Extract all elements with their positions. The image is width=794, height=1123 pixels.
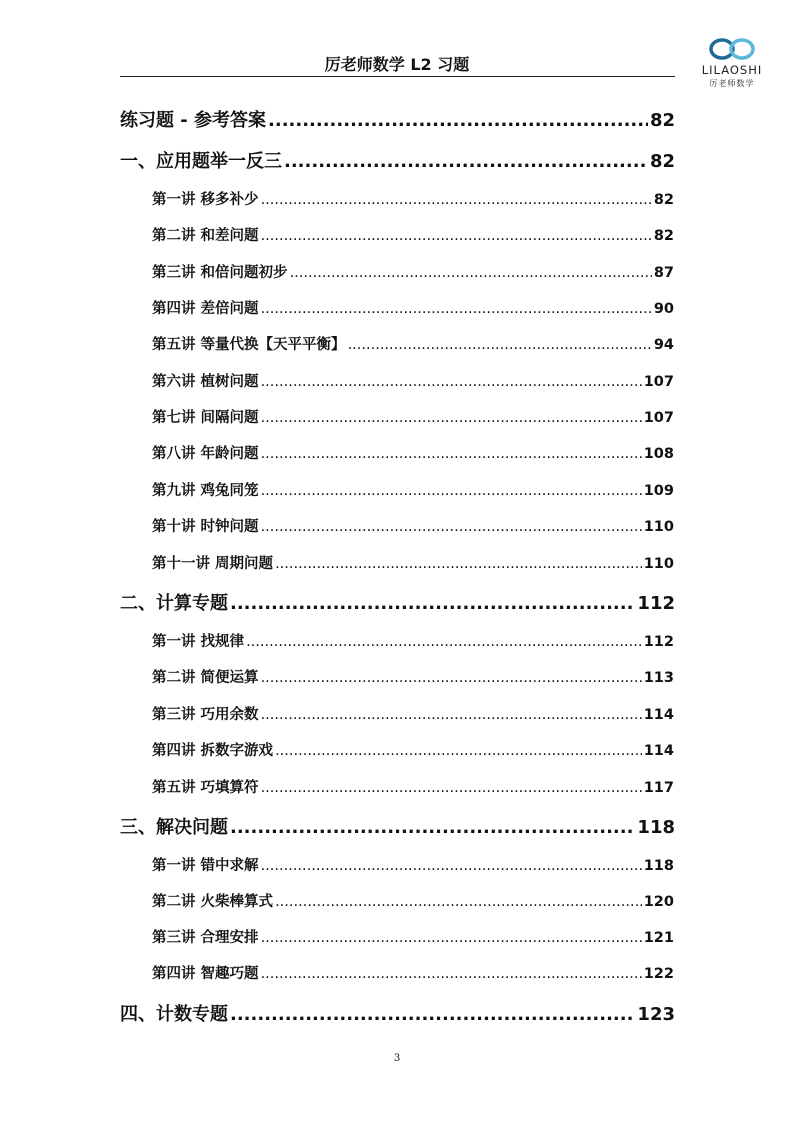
toc-lesson-entry[interactable] [152,224,674,245]
toc-entry-label: 第三讲 巧用余数 [152,707,259,723]
toc-entry-page: 114 [643,743,674,759]
infinity-loop-icon [708,36,756,62]
toc-dot-leader [268,110,648,131]
toc-lesson-entry[interactable] [152,479,674,500]
toc-section-entry[interactable] [120,589,675,615]
toc-entry-page: 87 [653,265,674,281]
toc-lesson-entry[interactable] [152,890,674,911]
toc-dot-leader [275,743,642,759]
toc-entry-page: 108 [643,446,674,462]
toc-lesson-entry[interactable] [152,333,674,354]
toc-entry-label: 第四讲 差倍问题 [152,301,259,317]
toc-dot-leader [275,894,642,910]
toc-section-entry[interactable] [120,106,675,132]
toc-entry-label: 第十讲 时钟问题 [152,519,259,535]
toc-entry-label: 第四讲 拆数字游戏 [152,743,274,759]
toc-dot-leader [261,301,652,317]
toc-lesson-entry[interactable] [152,666,674,687]
toc-dot-leader [261,930,642,946]
toc-entry-label: 练习题 - 参考答案 [120,110,267,131]
toc-dot-leader [230,817,635,838]
toc-dot-leader [261,374,642,390]
page-number: 3 [393,1053,401,1064]
header-divider [120,76,675,77]
toc-entry-page: 114 [643,707,674,723]
toc-entry-label: 第六讲 植树问题 [152,374,259,390]
toc-lesson-entry[interactable] [152,926,674,947]
toc-entry-page: 117 [643,780,674,796]
toc-dot-leader [246,634,642,650]
toc-entry-page: 109 [643,483,674,499]
toc-dot-leader [261,192,652,208]
toc-lesson-entry[interactable] [152,776,674,797]
toc-entry-label: 二、计算专题 [120,593,228,614]
toc-entry-page: 118 [643,858,674,874]
toc-lesson-entry[interactable] [152,261,674,282]
toc-entry-label: 第一讲 移多补少 [152,192,259,208]
toc-dot-leader [261,483,642,499]
toc-lesson-entry[interactable] [152,297,674,318]
toc-entry-page: 82 [649,151,675,172]
toc-lesson-entry[interactable] [152,406,674,427]
toc-entry-label: 第十一讲 周期问题 [152,556,274,572]
toc-entry-label: 第二讲 简便运算 [152,670,259,686]
toc-entry-page: 122 [643,966,674,982]
toc-entry-page: 113 [643,670,674,686]
toc-lesson-entry[interactable] [152,442,674,463]
toc-entry-page: 82 [653,192,674,208]
toc-entry-label: 第三讲 和倍问题初步 [152,265,288,281]
toc-entry-page: 82 [653,228,674,244]
toc-entry-label: 第五讲 等量代换【天平平衡】 [152,337,346,353]
toc-dot-leader [261,780,642,796]
toc-entry-page: 107 [643,410,674,426]
toc-entry-label: 第三讲 合理安排 [152,930,259,946]
toc-entry-label: 一、应用题举一反三 [120,151,282,172]
toc-entry-page: 123 [637,1004,675,1025]
toc-lesson-entry[interactable] [152,370,674,391]
toc-dot-leader [348,337,652,353]
toc-dot-leader [261,519,642,535]
toc-dot-leader [261,410,642,426]
toc-entry-page: 94 [653,337,674,353]
toc-entry-page: 112 [643,634,674,650]
toc-entry-label: 三、解决问题 [120,817,228,838]
toc-entry-page: 110 [643,519,674,535]
toc-entry-page: 118 [637,817,675,838]
toc-lesson-entry[interactable] [152,515,674,536]
toc-dot-leader [261,228,652,244]
toc-dot-leader [261,446,642,462]
toc-entry-page: 107 [643,374,674,390]
toc-entry-label: 四、计数专题 [120,1004,228,1025]
toc-section-entry[interactable] [120,147,675,173]
toc-entry-label: 第七讲 间隔问题 [152,410,259,426]
toc-dot-leader [275,556,642,572]
toc-dot-leader [261,858,642,874]
toc-section-entry[interactable] [120,813,675,839]
toc-entry-label: 第二讲 和差问题 [152,228,259,244]
toc-dot-leader [290,265,652,281]
brand-logo [690,36,774,94]
toc-entry-label: 第一讲 错中求解 [152,858,259,874]
toc-dot-leader [261,707,642,723]
toc-entry-label: 第八讲 年龄问题 [152,446,259,462]
toc-entry-page: 90 [653,301,674,317]
toc-lesson-entry[interactable] [152,962,674,983]
toc-lesson-entry[interactable] [152,854,674,875]
toc-entry-page: 82 [649,110,675,131]
toc-lesson-entry[interactable] [152,703,674,724]
logo-text: LILAOSHI [701,63,763,77]
toc-lesson-entry[interactable] [152,552,674,573]
toc-entry-label: 第四讲 智趣巧题 [152,966,259,982]
toc-entry-page: 120 [643,894,674,910]
toc-entry-label: 第五讲 巧填算符 [152,780,259,796]
toc-dot-leader [261,966,642,982]
toc-dot-leader [284,151,648,172]
toc-section-entry[interactable] [120,1000,675,1026]
header-title: 厉老师数学 L2 习题 [324,55,470,74]
toc-dot-leader [230,1004,635,1025]
logo-subtext: 厉老师数学 [709,79,755,88]
toc-entry-label: 第一讲 找规律 [152,634,245,650]
toc-dot-leader [230,593,635,614]
toc-entry-page: 112 [637,593,675,614]
toc-entry-page: 110 [643,556,674,572]
toc-entry-label: 第二讲 火柴棒算式 [152,894,274,910]
toc-lesson-entry[interactable] [152,188,674,209]
toc-lesson-entry[interactable] [152,630,674,651]
toc-lesson-entry[interactable] [152,739,674,760]
toc-entry-label: 第九讲 鸡兔同笼 [152,483,259,499]
toc-entry-page: 121 [643,930,674,946]
toc-dot-leader [261,670,642,686]
